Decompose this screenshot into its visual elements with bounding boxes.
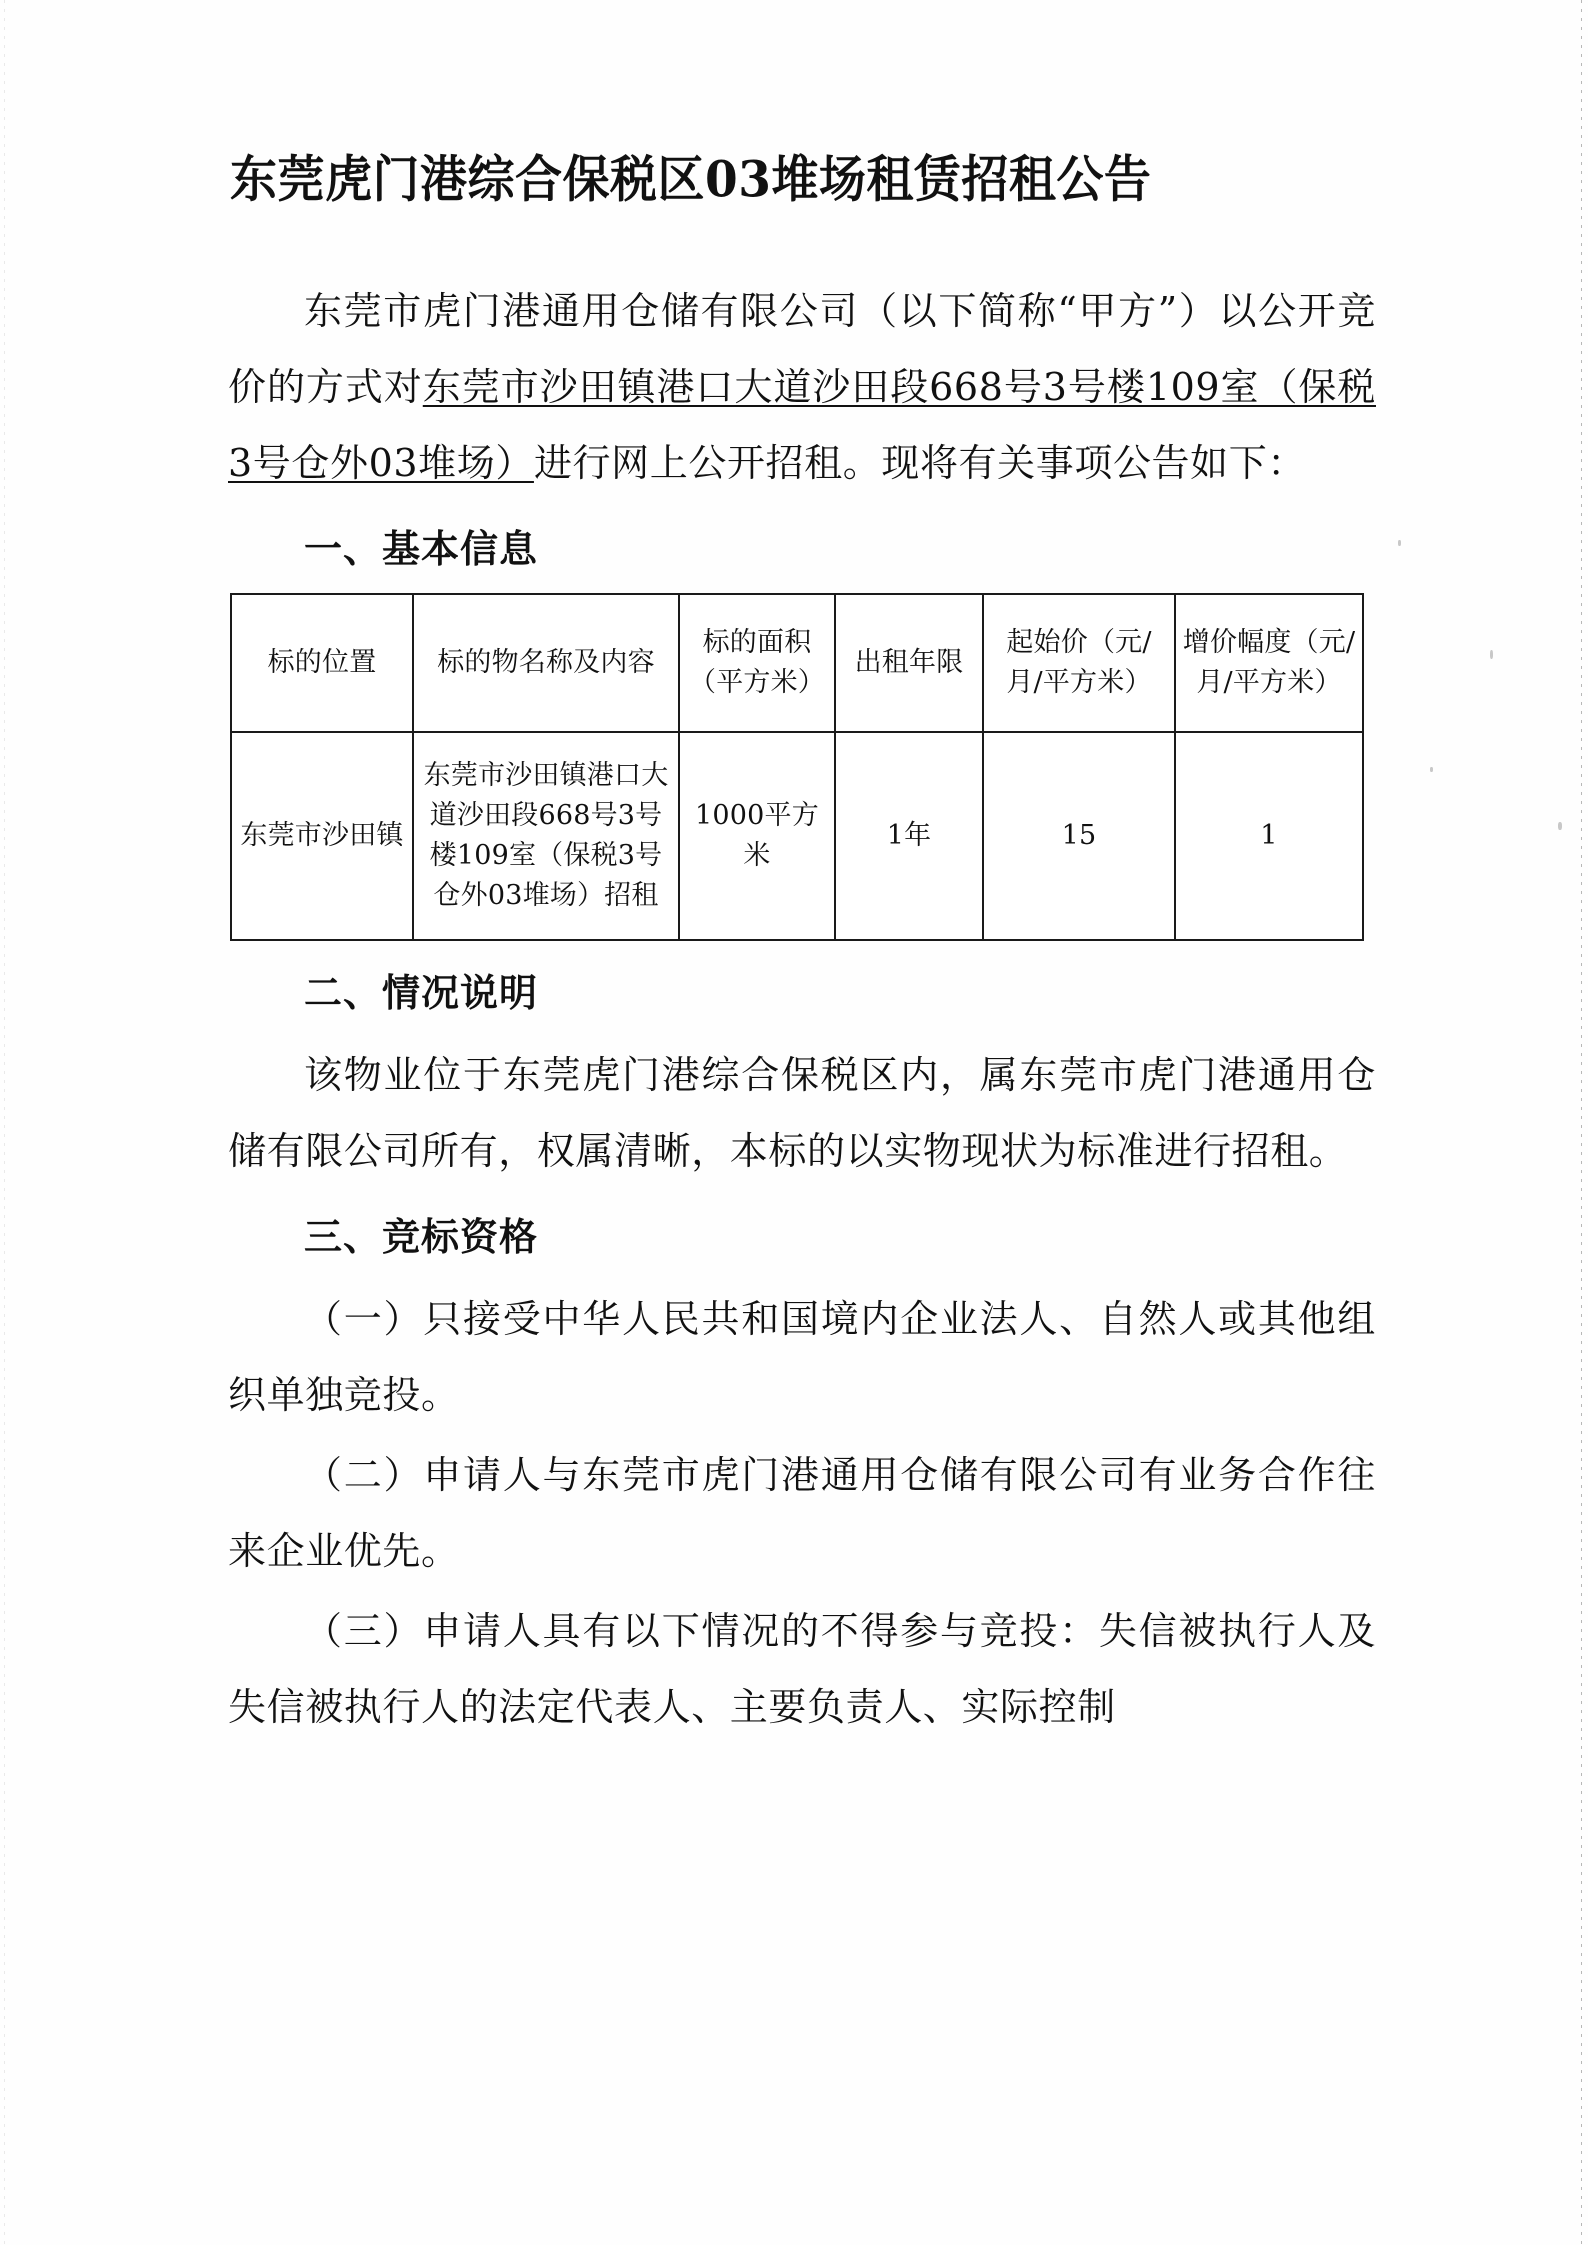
intro-text-part2: 进行网上公开招租。现将有关事项公告如下： [533,440,1306,485]
table-row [231,732,1363,940]
document-body [228,150,1376,1749]
scan-speck [1558,822,1562,830]
cell-area: 1000平方米 [679,732,835,940]
scan-speck [1430,767,1433,772]
scan-speck [1490,650,1493,659]
qualification-paragraph-2: （二）申请人与东莞市虎门港通用仓储有限公司有业务合作往来企业优先。 [228,1452,1376,1573]
intro-paragraph [228,273,1376,501]
scan-speck [1398,540,1401,546]
table-header-lease-term: 出租年限 [835,594,983,732]
table-header-name-content: 标的物名称及内容 [413,594,679,732]
basic-info-table [230,593,1364,941]
table-header-row [231,594,1363,732]
cell-start-price: 15 [983,732,1175,940]
qualification-paragraph-1: （一）只接受中华人民共和国境内企业法人、自然人或其他组织单独竞投。 [228,1296,1376,1417]
intro-text-underlined-address: 东莞市沙田镇港口大道沙田段668号3号楼109室（保税3号仓外03堆场） [228,364,1376,485]
table-header-increment: 增价幅度（元/月/平方米） [1175,594,1363,732]
table-header-location: 标的位置 [231,594,413,732]
section-heading-situation: 二、情况说明 [304,970,539,1015]
qualification-paragraph-3: （三）申请人具有以下情况的不得参与竞投：失信被执行人及失信被执行人的法定代表人、主要负责人、实际控制 [228,1608,1376,1729]
scan-edge-line-right [1581,0,1582,2245]
basic-info-table-wrapper [230,593,1376,941]
situation-paragraph: 该物业位于东莞虎门港综合保税区内，属东莞市虎门港通用仓储有限公司所有，权属清晰，本标的以实物现状为标准进行招租。 [228,1052,1376,1173]
cell-increment: 1 [1175,732,1363,940]
table-header-start-price: 起始价（元/月/平方米） [983,594,1175,732]
cell-location: 东莞市沙田镇 [231,732,413,940]
section-heading-basic-info: 一、基本信息 [304,526,539,571]
section-heading-bidder-qualification: 三、竞标资格 [304,1214,539,1259]
cell-lease-term: 1年 [835,732,983,940]
cell-description: 东莞市沙田镇港口大道沙田段668号3号楼109室（保税3号仓外03堆场）招租 [413,732,679,940]
table-header-area: 标的面积（平方米） [679,594,835,732]
page-title: 东莞虎门港综合保税区03堆场租赁招租公告 [230,151,1152,210]
intro-text-part1: 东莞市虎门港通用仓储有限公司（以下简称“甲方”）以公开竞价的方式对 [228,288,1376,409]
scan-edge-line-left [4,0,5,2245]
